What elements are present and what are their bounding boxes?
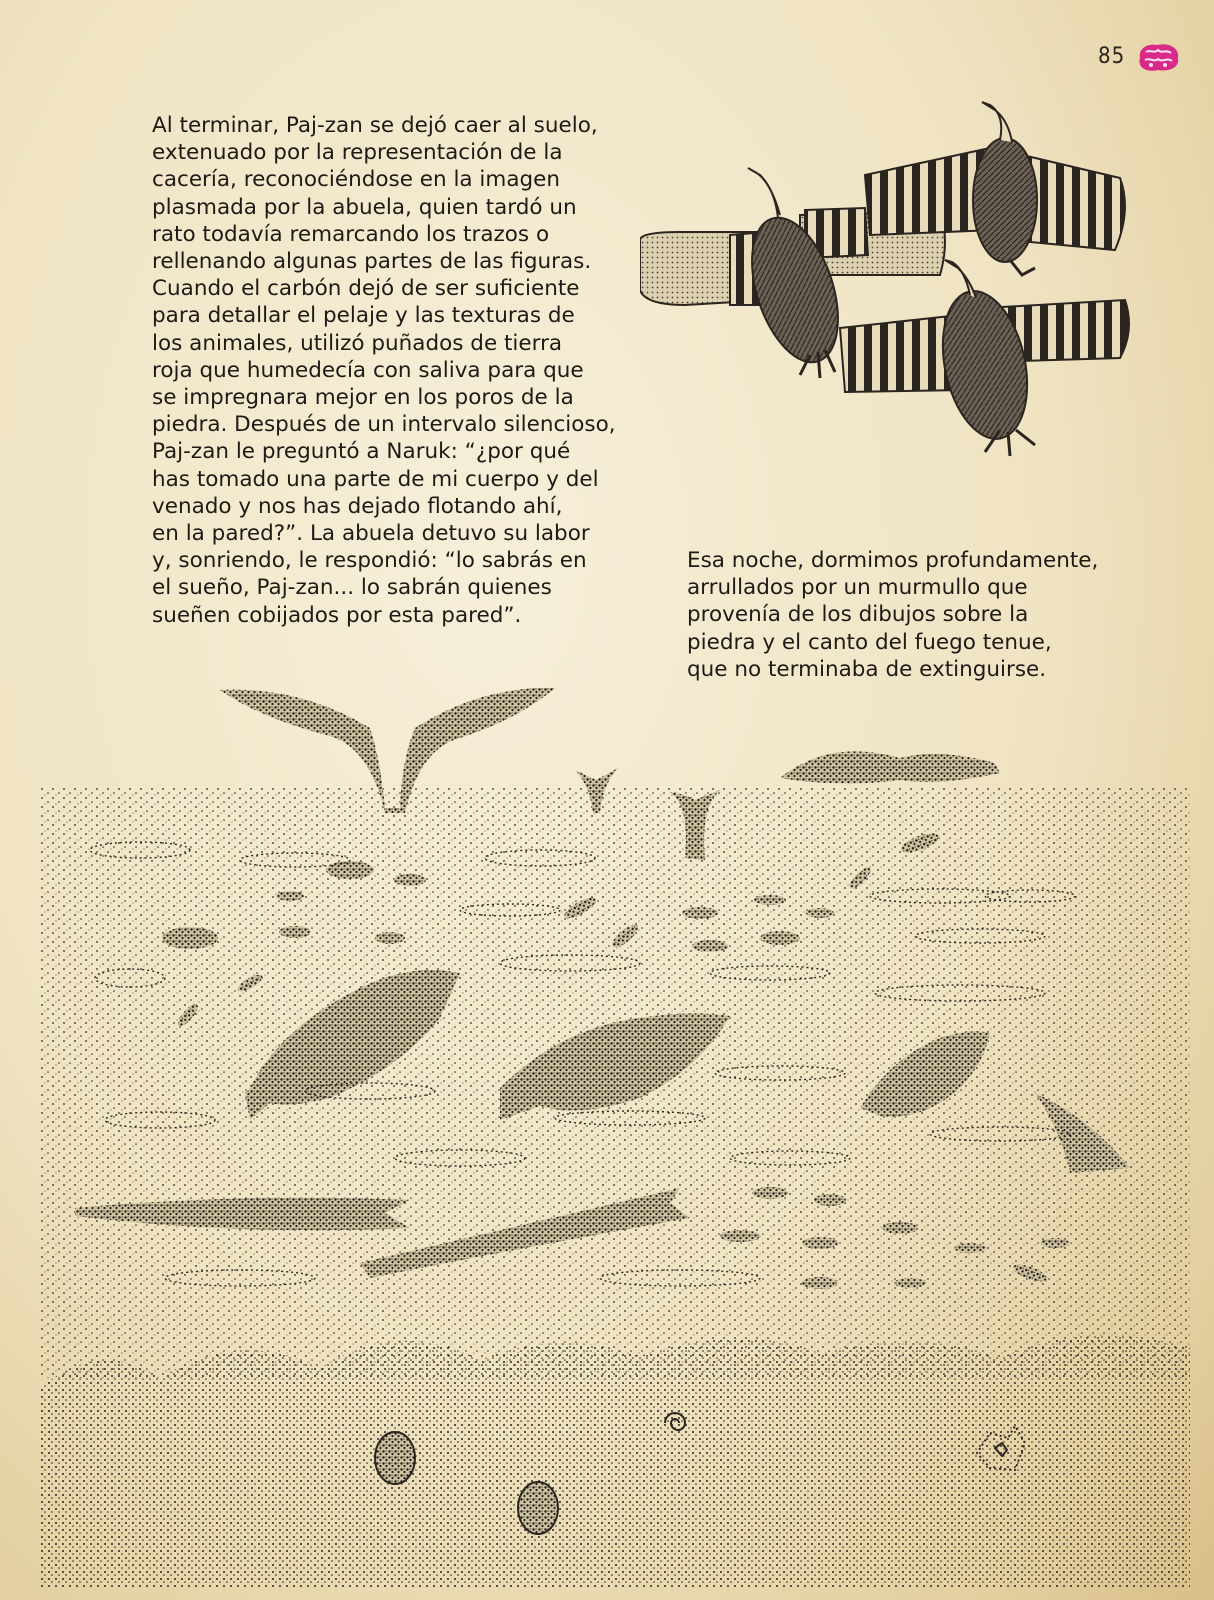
birds-illustration xyxy=(640,100,1160,470)
paragraph-left: Al terminar, Paj-zan se dejó caer al suelo, extenuado por la representación de la cacería, reconociéndose en la imagen plasmada por la abuela, quien tardó un rato todavía remarcando los trazos o rellenando algunas partes de las figuras. Cuando el carbón dejó de ser suficiente para detallar el pelaje y las texturas de los animales, utilizó puñados de tierra roja que humedecía con saliva para que se impregnara mejor en los poros de la piedra. Después de un intervalo silencioso, Paj-zan le preguntó a Naruk: “¿por qué has tomado una parte de mi cuerpo y del venado y nos has dejado flotando ahí, en la pared?”. La abuela detuvo su labor y, sonriendo, le respondió: “lo sabrás en el sueño, Paj-zan... lo sabrán quienes sueñen cobijados por esta pared”. xyxy=(152,113,616,628)
bird-bottom-right xyxy=(840,260,1129,456)
sea-life-illustration xyxy=(40,688,1190,1588)
paragraph-right: Esa noche, dormimos profundamente, arrullados por un murmullo que provenía de los dibujos sobre la piedra y el canto del fuego tenue, que no terminaba de extinguirse. xyxy=(687,548,1099,682)
dolphin-top xyxy=(780,751,1000,783)
pink-emblem-icon xyxy=(1134,40,1182,74)
sea-floor xyxy=(40,1335,1190,1588)
page-number: 85 xyxy=(1098,44,1126,69)
